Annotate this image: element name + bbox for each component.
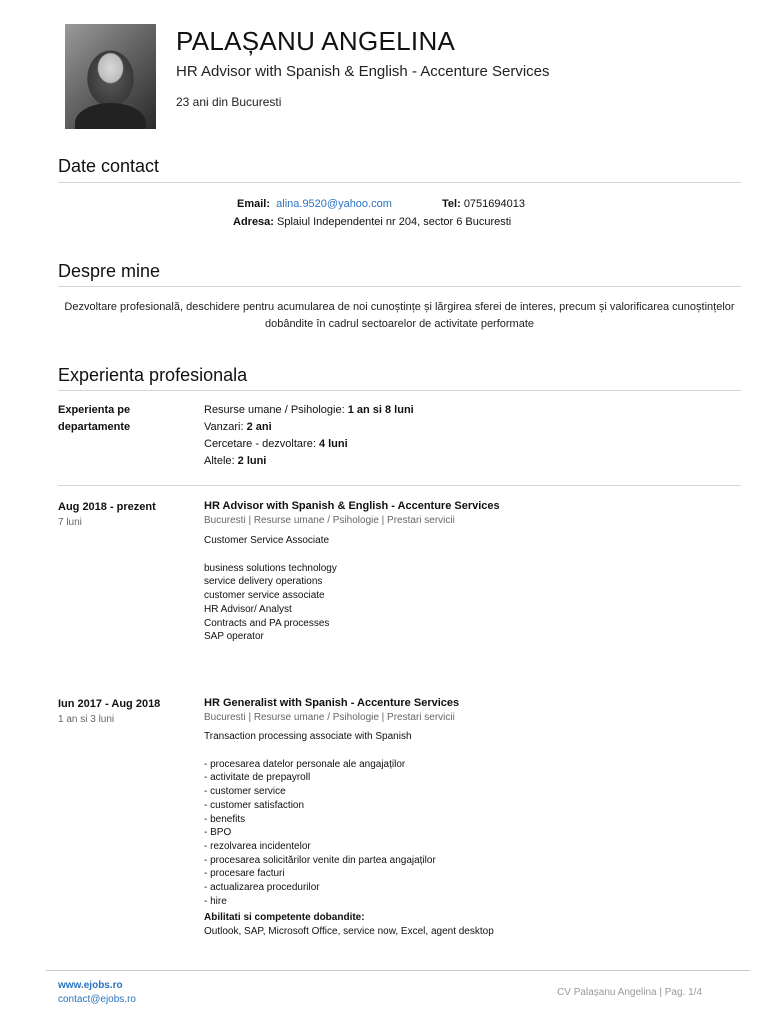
job-role: Customer Service Associate [204, 535, 330, 546]
departments-label: Experienta pe departamente [58, 404, 131, 433]
address-value: Splaiul Independentei nr 204, sector 6 Bucuresti [277, 216, 512, 228]
department-row: Vanzari: 2 ani [204, 421, 272, 433]
section-title-contact: Date contact [58, 156, 160, 176]
department-row: Cercetare - dezvoltare: 4 luni [204, 438, 348, 450]
candidate-name: PALAȘANU ANGELINA [176, 26, 456, 56]
department-row: Altele: 2 luni [204, 455, 267, 467]
job-role: Transaction processing associate with Spanish [204, 731, 412, 742]
section-title-about: Despre mine [58, 261, 161, 281]
phone-value: 0751694013 [463, 198, 525, 210]
job-meta: Bucuresti | Resurse umane / Psihologie | Prestari servicii [204, 712, 455, 723]
job-duration: 7 luni [58, 517, 82, 528]
job-title: HR Generalist with Spanish - Accenture Services [204, 697, 460, 709]
email-link[interactable]: alina.9520@yahoo.com [276, 198, 392, 210]
email-row [237, 198, 392, 210]
email-label: Email: [237, 198, 271, 210]
footer-links [58, 979, 136, 1007]
section-divider [58, 286, 741, 287]
section-divider [58, 485, 741, 486]
address-row [233, 216, 511, 228]
job-meta: Bucuresti | Resurse umane / Psihologie | Prestari servicii [204, 515, 455, 526]
skills-label: Abilitati si competente dobandite: [204, 912, 365, 924]
footer-website-link[interactable]: www.ejobs.ro [58, 980, 123, 991]
address-label: Adresa: [233, 216, 274, 228]
departments-list [204, 402, 414, 470]
section-divider [58, 182, 741, 183]
footer-page-info: CV Palașanu Angelina | Pag. 1/4 [557, 987, 702, 998]
job-title: HR Advisor with Spanish & English - Accenture Services [204, 500, 500, 512]
footer-email-link[interactable]: contact@ejobs.ro [58, 994, 136, 1005]
job-entry [204, 500, 500, 644]
profile-photo [65, 24, 156, 129]
job-details: - procesarea datelor personale ale angajaților - activitate de prepayroll - customer service - customer satisfaction - benefits - BPO - rezolvarea incidentelor - procesarea solicitărilor venite din partea angajaților - procesare facturi - actualizarea procedurilor - hire [204, 758, 436, 907]
job-period: Aug 2018 - prezent [58, 501, 156, 513]
job-entry [204, 697, 494, 939]
department-row: Resurse umane / Psihologie: 1 an si 8 luni [204, 404, 414, 416]
section-title-experience: Experienta profesionala [58, 365, 248, 385]
phone-label: Tel: [442, 198, 461, 210]
section-divider [58, 390, 741, 391]
candidate-age-location: 23 ani din Bucuresti [176, 95, 282, 109]
skills-value: Outlook, SAP, Microsoft Office, service now, Excel, agent desktop [204, 926, 494, 938]
job-period: Iun 2017 - Aug 2018 [58, 698, 161, 710]
phone-row [442, 198, 525, 210]
job-duration: 1 an si 3 luni [58, 714, 115, 725]
job-details: business solutions technology service delivery operations customer service associate HR Advisor/ Analyst Contracts and PA processes SAP operator [204, 562, 337, 643]
footer-divider [46, 970, 750, 971]
about-text: Dezvoltare profesională, deschidere pentru acumularea de noi cunoștințe și lărgirea sferei de interes, precum și valorificarea cunoștințelor dobândite în cadrul sectoarelor de activitate performate [64, 301, 735, 330]
candidate-job-title: HR Advisor with Spanish & English - Accenture Services [176, 63, 550, 80]
